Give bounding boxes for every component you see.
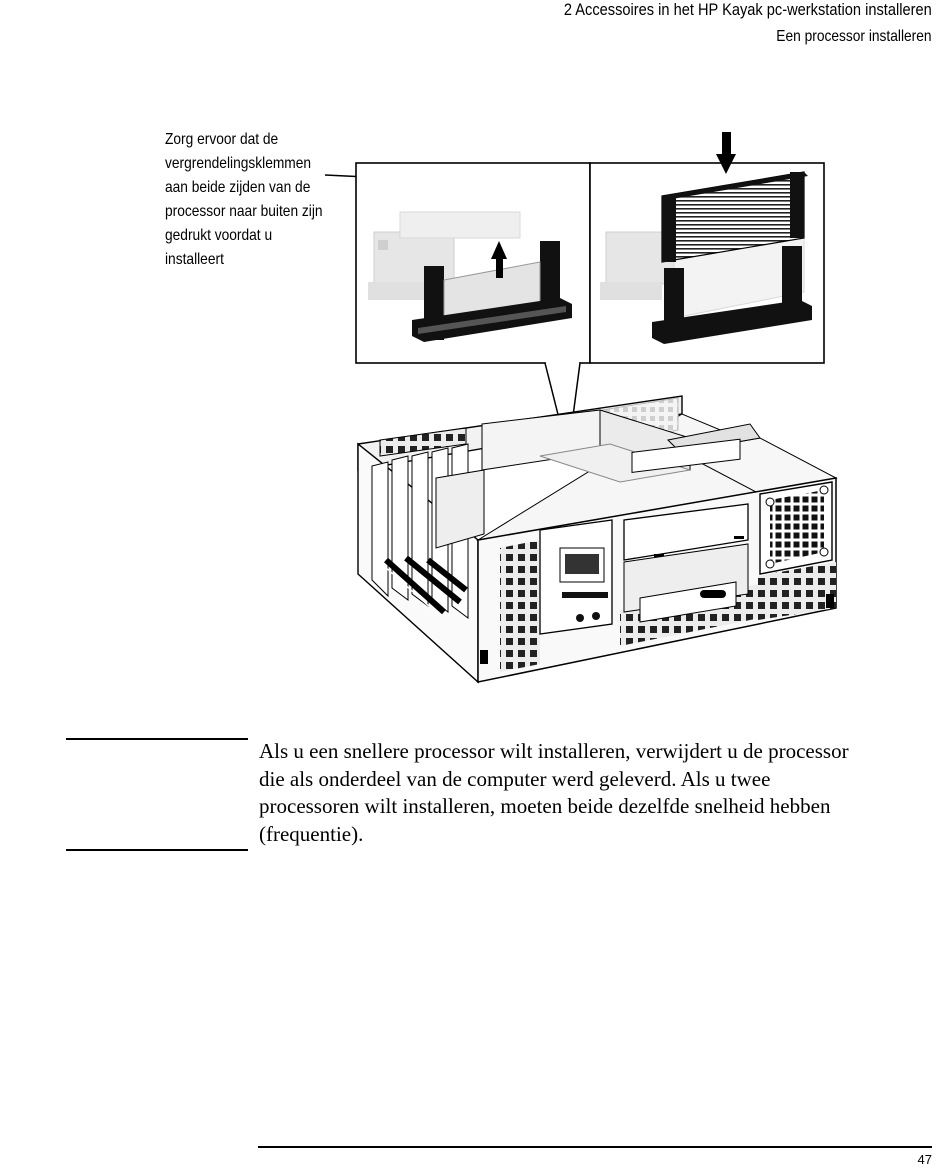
callout-line: aan beide zijden van de — [165, 179, 311, 196]
footer-rule — [258, 1146, 932, 1148]
inset-right-panel — [590, 132, 824, 363]
page-number: 47 — [917, 1152, 932, 1167]
callout-line: vergrendelingsklemmen — [165, 155, 312, 172]
note-line: die als onderdeel van de computer werd geleverd. Als u twee — [259, 766, 771, 791]
note-line: Als u een snellere processor wilt installeren, verwijdert u de processor — [259, 739, 849, 763]
note-rule-bottom — [66, 849, 248, 851]
callout-line: installeert — [165, 251, 224, 268]
running-header-chapter: 2 Accessoires in het HP Kayak pc-werkstation installeren — [564, 0, 932, 19]
note-line: processoren wilt installeren, moeten beide dezelfde snelheid hebben — [259, 794, 831, 818]
note-rule-top — [66, 738, 248, 740]
inset-left-panel — [356, 163, 590, 363]
callout-line: Zorg ervoor dat de — [165, 131, 279, 148]
callout-line: processor naar buiten zijn — [165, 203, 323, 220]
callout-line: gedrukt voordat u — [165, 227, 273, 244]
computer-chassis — [358, 396, 836, 682]
running-header-section: Een processor installeren — [776, 28, 932, 45]
note-paragraph — [259, 738, 939, 848]
note-line: (frequentie). — [259, 821, 364, 846]
